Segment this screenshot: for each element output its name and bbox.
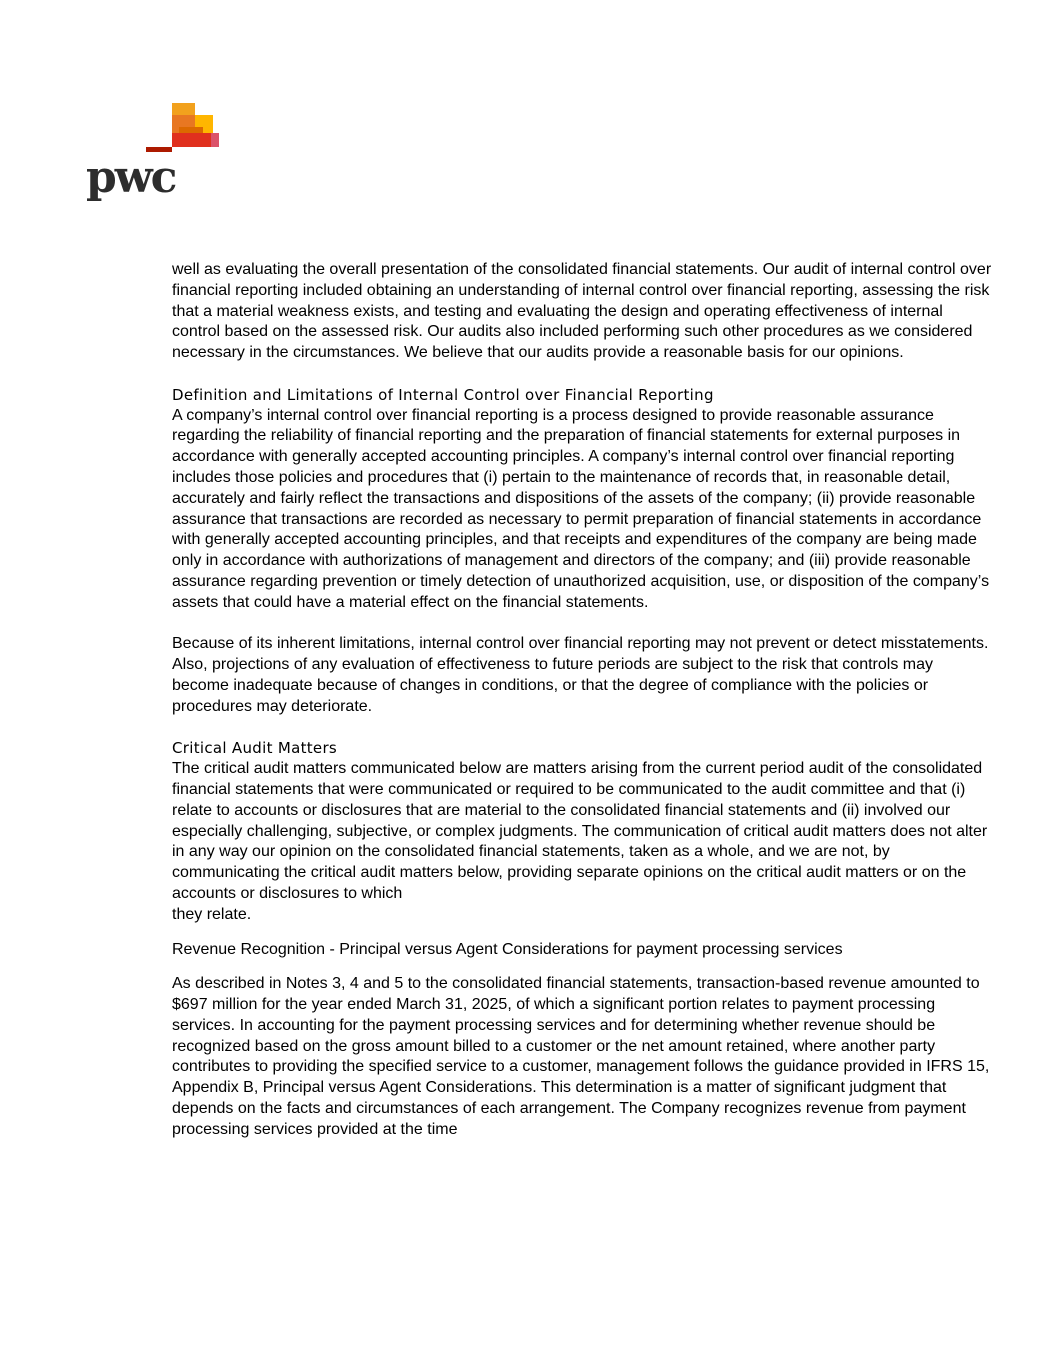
logo-block-rose (211, 133, 219, 147)
definition-heading: Definition and Limitations of Internal Control over Financial Reporting (172, 385, 714, 404)
revenue-recognition-paragraph: As described in Notes 3, 4 and 5 to the consolidated financial statements, transaction-based revenue amounted to $697 million for the year ended March 31, 2025, of which a significant portion relates to payment processing services. In accounting for the payment processing services and for determining whether revenue should be recognized based on the gross amount billed to a customer or the net amount retained, where another party contributes to providing the specified service to a customer, management follows the guidance provided in IFRS 15, Appendix B, Principal versus Agent Considerations. This determination is a matter of significant judgment that depends on the facts and circumstances of each arrangement. The Company recognizes revenue from payment processing services provided at the time (172, 975, 990, 1138)
intro-paragraph: well as evaluating the overall presentation of the consolidated financial statements. Our audit of internal control over financial reporting included obtaining an understanding of internal control over financial reporting, assessing the risk that a material weakness exists, and testing and evaluating the design and operating effectiveness of internal control based on the assessed risk. Our audits also included performing such other procedures as we considered necessary in the circumstances. We believe that our audits provide a reasonable basis for our opinions. (172, 261, 992, 362)
report-body (172, 260, 992, 1141)
pwc-logo (86, 100, 226, 210)
critical-audit-matters-paragraph: The critical audit matters communicated below are matters arising from the current period audit of the consolidated financial statements that were communicated or required to be communicated to the audit committee and that (i) relate to accounts or disclosures that are material to the consolidated financial statements and (ii) involved our especially challenging, subjective, or complex judgments. The communication of critical audit matters does not alter in any way our opinion on the consolidated financial statements, taken as a whole, and we are not, by communicating the critical audit matters below, providing separate opinions on the critical audit matters or on the accounts or disclosures to which they relate. (172, 760, 988, 923)
critical-audit-matters-heading: Critical Audit Matters (172, 739, 338, 758)
logo-wordmark: pwc (86, 152, 176, 203)
limitations-paragraph: Because of its inherent limitations, internal control over financial reporting may not prevent or detect misstatements. Also, projections of any evaluation of effectiveness to future periods are subject to the risk that controls may become inadequate because of changes in conditions, or that the degree of compliance with the policies or procedures may deteriorate. (172, 635, 989, 715)
logo-block-red (172, 133, 216, 147)
definition-paragraph: A company’s internal control over financial reporting is a process designed to provide reasonable assurance regarding the reliability of financial reporting and the preparation of financial statements for external purposes in accordance with generally accepted accounting principles. A company’s internal control over financial reporting includes those policies and procedures that (i) pertain to the maintenance of records that, in reasonable detail, accurately and fairly reflect the transactions and dispositions of the assets of the company; (ii) provide reasonable assurance that transactions are recorded as necessary to permit preparation of financial statements in accordance with generally accepted accounting principles, and that receipts and expenditures of the company are being made only in accordance with authorizations of management and directors of the company; and (iii) provide reasonable assurance regarding prevention or timely detection of unauthorized acquisition, use, or disposition of the company’s assets that could have a material effect on the financial statements. (172, 406, 990, 611)
revenue-recognition-heading: Revenue Recognition - Principal versus Agent Considerations for payment processing services (172, 940, 843, 958)
pwc-logo-mark (86, 100, 226, 210)
